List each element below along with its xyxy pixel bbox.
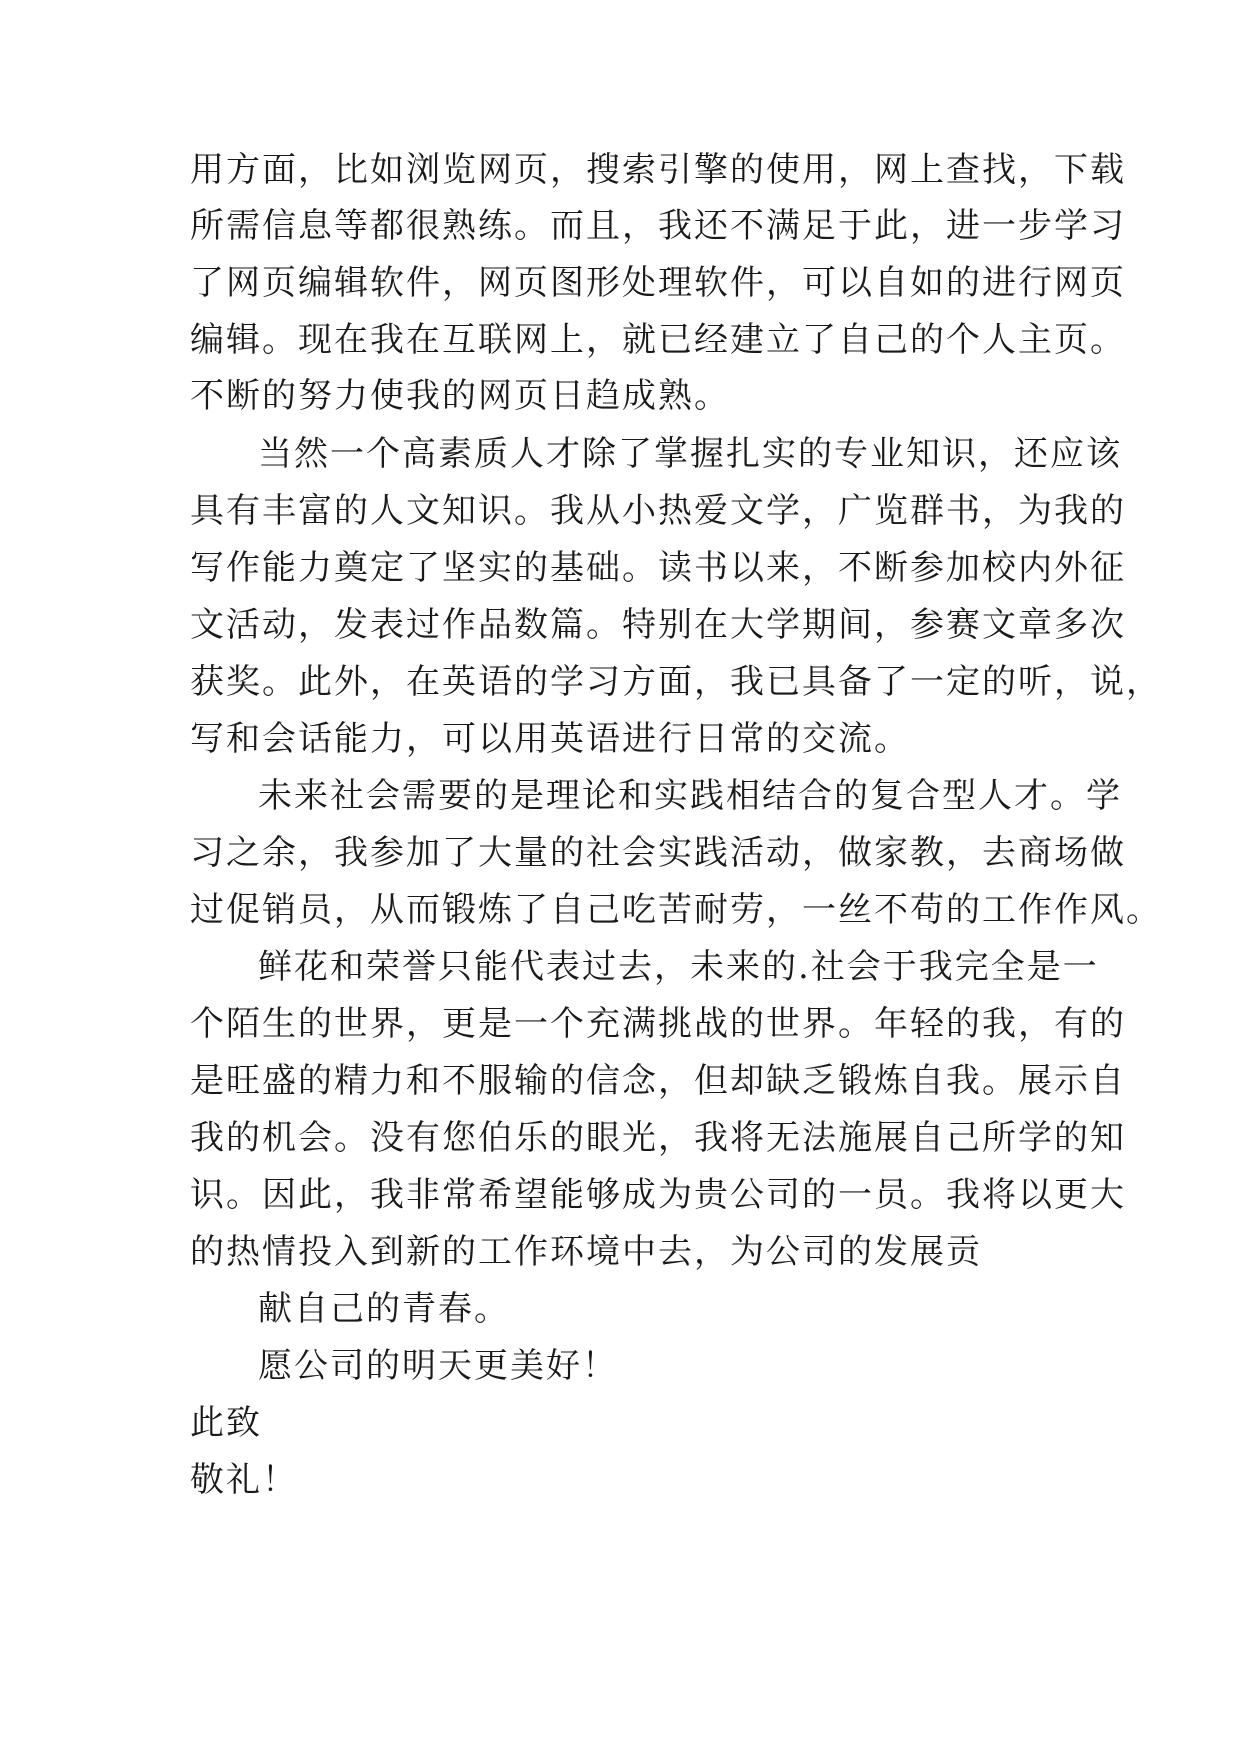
body-line: 具有丰富的人文知识。我从小热爱文学，广览群书，为我的 [190,491,1126,531]
body-line: 获奖。此外，在英语的学习方面，我已具备了一定的听，说， [190,662,1162,702]
paragraph-start-line: 未来社会需要的是理论和实践相结合的复合型人才。学 [258,776,1122,816]
closing-line: 敬礼！ [190,1460,298,1500]
body-line: 写作能力奠定了坚实的基础。读书以来，不断参加校内外征 [190,548,1126,588]
body-line: 文活动，发表过作品数篇。特别在大学期间，参赛文章多次 [190,605,1126,645]
body-line: 用方面，比如浏览网页，搜索引擎的使用，网上查找，下载 [190,150,1126,190]
body-line: 是旺盛的精力和不服输的信念，但却缺乏锻炼自我。展示自 [190,1061,1126,1101]
closing-line: 此致 [190,1403,262,1443]
paragraph-start-line: 鲜花和荣誉只能代表过去，未来的.社会于我完全是一 [258,947,1099,987]
body-line: 编辑。现在我在互联网上，就已经建立了自己的个人主页。 [190,320,1126,360]
paragraph-start-line: 当然一个高素质人才除了掌握扎实的专业知识，还应该 [258,434,1122,474]
body-line: 了网页编辑软件，网页图形处理软件，可以自如的进行网页 [190,263,1126,303]
paragraph-start-line: 献自己的青春。 [258,1289,510,1329]
body-line: 我的机会。没有您伯乐的眼光，我将无法施展自己所学的知 [190,1118,1126,1158]
paragraph-start-line: 愿公司的明天更美好！ [258,1346,618,1386]
body-line: 习之余，我参加了大量的社会实践活动，做家教，去商场做 [190,833,1126,873]
body-line: 所需信息等都很熟练。而且，我还不满足于此，进一步学习 [190,206,1126,246]
body-line: 过促销员，从而锻炼了自己吃苦耐劳，一丝不苟的工作作风。 [190,890,1162,930]
body-line: 写和会话能力，可以用英语进行日常的交流。 [190,719,910,759]
body-line: 不断的努力使我的网页日趋成熟。 [190,376,730,416]
body-line: 个陌生的世界，更是一个充满挑战的世界。年轻的我，有的 [190,1004,1126,1044]
body-line: 的热情投入到新的工作环境中去，为公司的发展贡 [190,1232,982,1272]
body-line: 识。因此，我非常希望能够成为贵公司的一员。我将以更大 [190,1175,1126,1215]
